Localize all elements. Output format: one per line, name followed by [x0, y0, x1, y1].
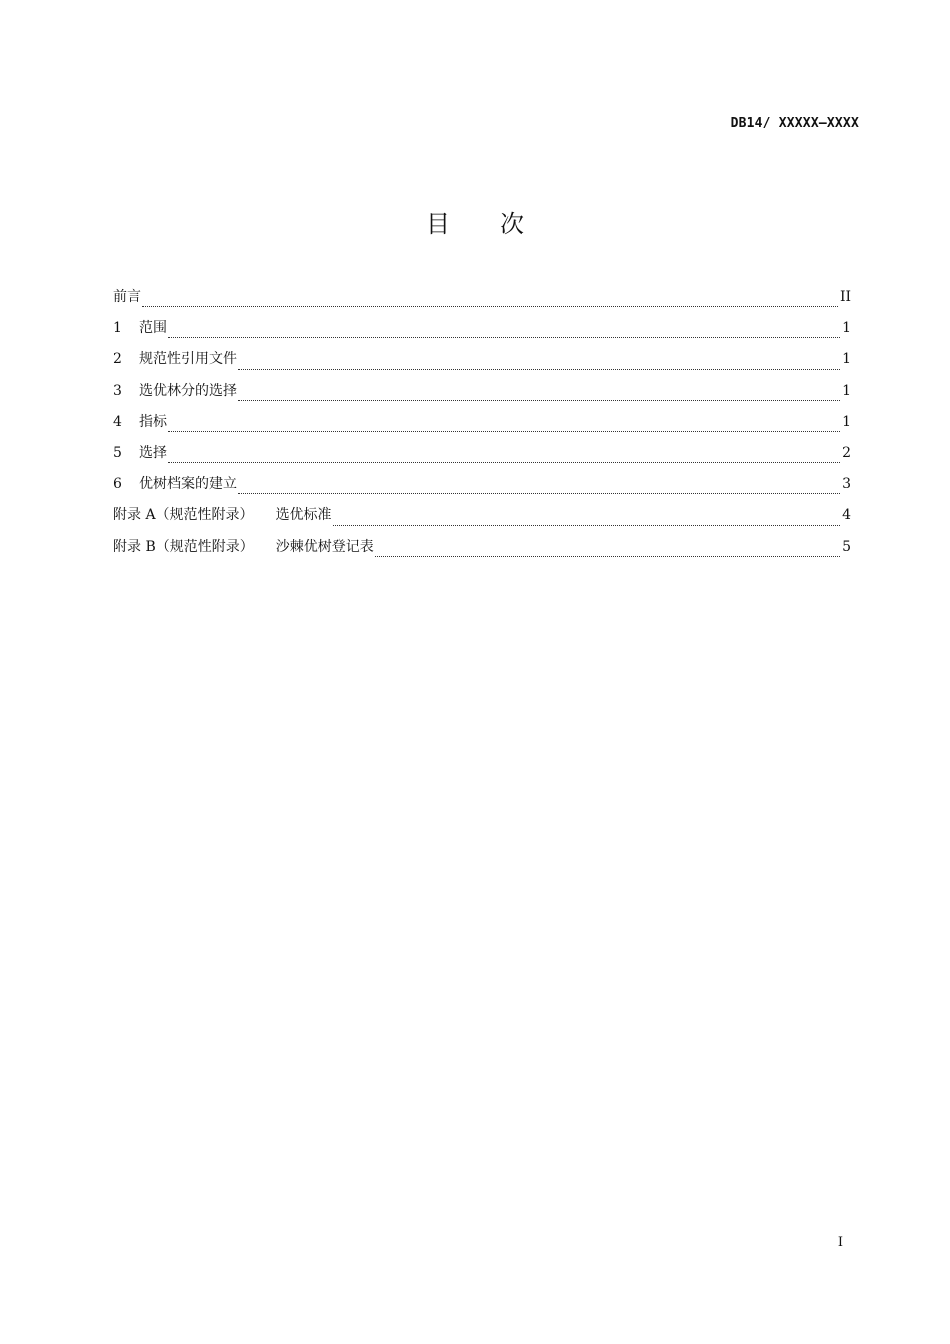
toc-entry-label: 规范性引用文件 — [139, 351, 237, 368]
toc-entry-number: 2 — [113, 351, 122, 368]
toc-entry-label: 选择 — [139, 444, 167, 461]
toc-entry-label: 前言 — [113, 289, 141, 305]
toc-entry-label: 附录 B（规范性附录） — [113, 538, 254, 555]
toc-entry-label: 范围 — [139, 320, 167, 337]
toc-entry-page: 2 — [842, 444, 851, 461]
toc-entry-subtitle: 沙棘优树登记表 — [275, 538, 374, 555]
toc-leader — [168, 462, 840, 463]
toc-entry-indicators[interactable] — [113, 411, 851, 442]
toc-entry-page: 5 — [842, 538, 851, 555]
document-code: DB14/ XXXXX—XXXX — [730, 116, 859, 131]
toc-entry-page: 1 — [842, 320, 851, 337]
toc-entry-selection[interactable] — [113, 442, 851, 473]
toc-entry-archive[interactable] — [113, 473, 851, 504]
toc-title-char-2: 次 — [500, 210, 524, 238]
toc-entry-label: 优树档案的建立 — [139, 476, 237, 493]
toc-entry-label: 指标 — [139, 413, 167, 430]
toc-entry-page: 3 — [842, 476, 851, 493]
toc-entry-number: 6 — [113, 476, 122, 493]
toc-entry-page: 1 — [842, 413, 851, 430]
toc-leader — [168, 431, 840, 432]
toc-entry-number: 5 — [113, 444, 122, 461]
toc-entry-foreword[interactable] — [113, 286, 851, 317]
toc-entry-stand-selection[interactable] — [113, 380, 851, 411]
toc-entry-normative-references[interactable] — [113, 348, 851, 379]
toc-entry-page: 4 — [842, 507, 851, 524]
toc-leader — [238, 369, 840, 370]
toc-leader — [238, 400, 840, 401]
toc-entry-scope[interactable] — [113, 317, 851, 348]
toc-leader — [333, 525, 841, 526]
toc-title-char-1: 目 — [426, 210, 450, 238]
toc-entry-number: 1 — [113, 320, 122, 337]
toc-entry-appendix-b[interactable] — [113, 536, 851, 567]
toc-entry-page: 1 — [842, 351, 851, 368]
toc-entry-page: 1 — [842, 382, 851, 399]
toc-title — [0, 204, 950, 239]
toc-entry-appendix-a[interactable] — [113, 504, 851, 535]
toc-entry-label: 附录 A（规范性附录） — [113, 507, 254, 524]
toc-leader — [168, 337, 840, 338]
toc-entry-number: 3 — [113, 382, 122, 399]
toc-entry-subtitle: 选优标准 — [275, 507, 332, 524]
page-number: I — [837, 1235, 843, 1250]
toc-list — [113, 286, 851, 567]
toc-leader — [238, 493, 840, 494]
toc-entry-number: 4 — [113, 413, 122, 430]
toc-leader — [375, 556, 840, 557]
toc-entry-page: II — [839, 289, 851, 305]
toc-leader — [142, 306, 838, 307]
toc-entry-label: 选优林分的选择 — [139, 382, 237, 399]
